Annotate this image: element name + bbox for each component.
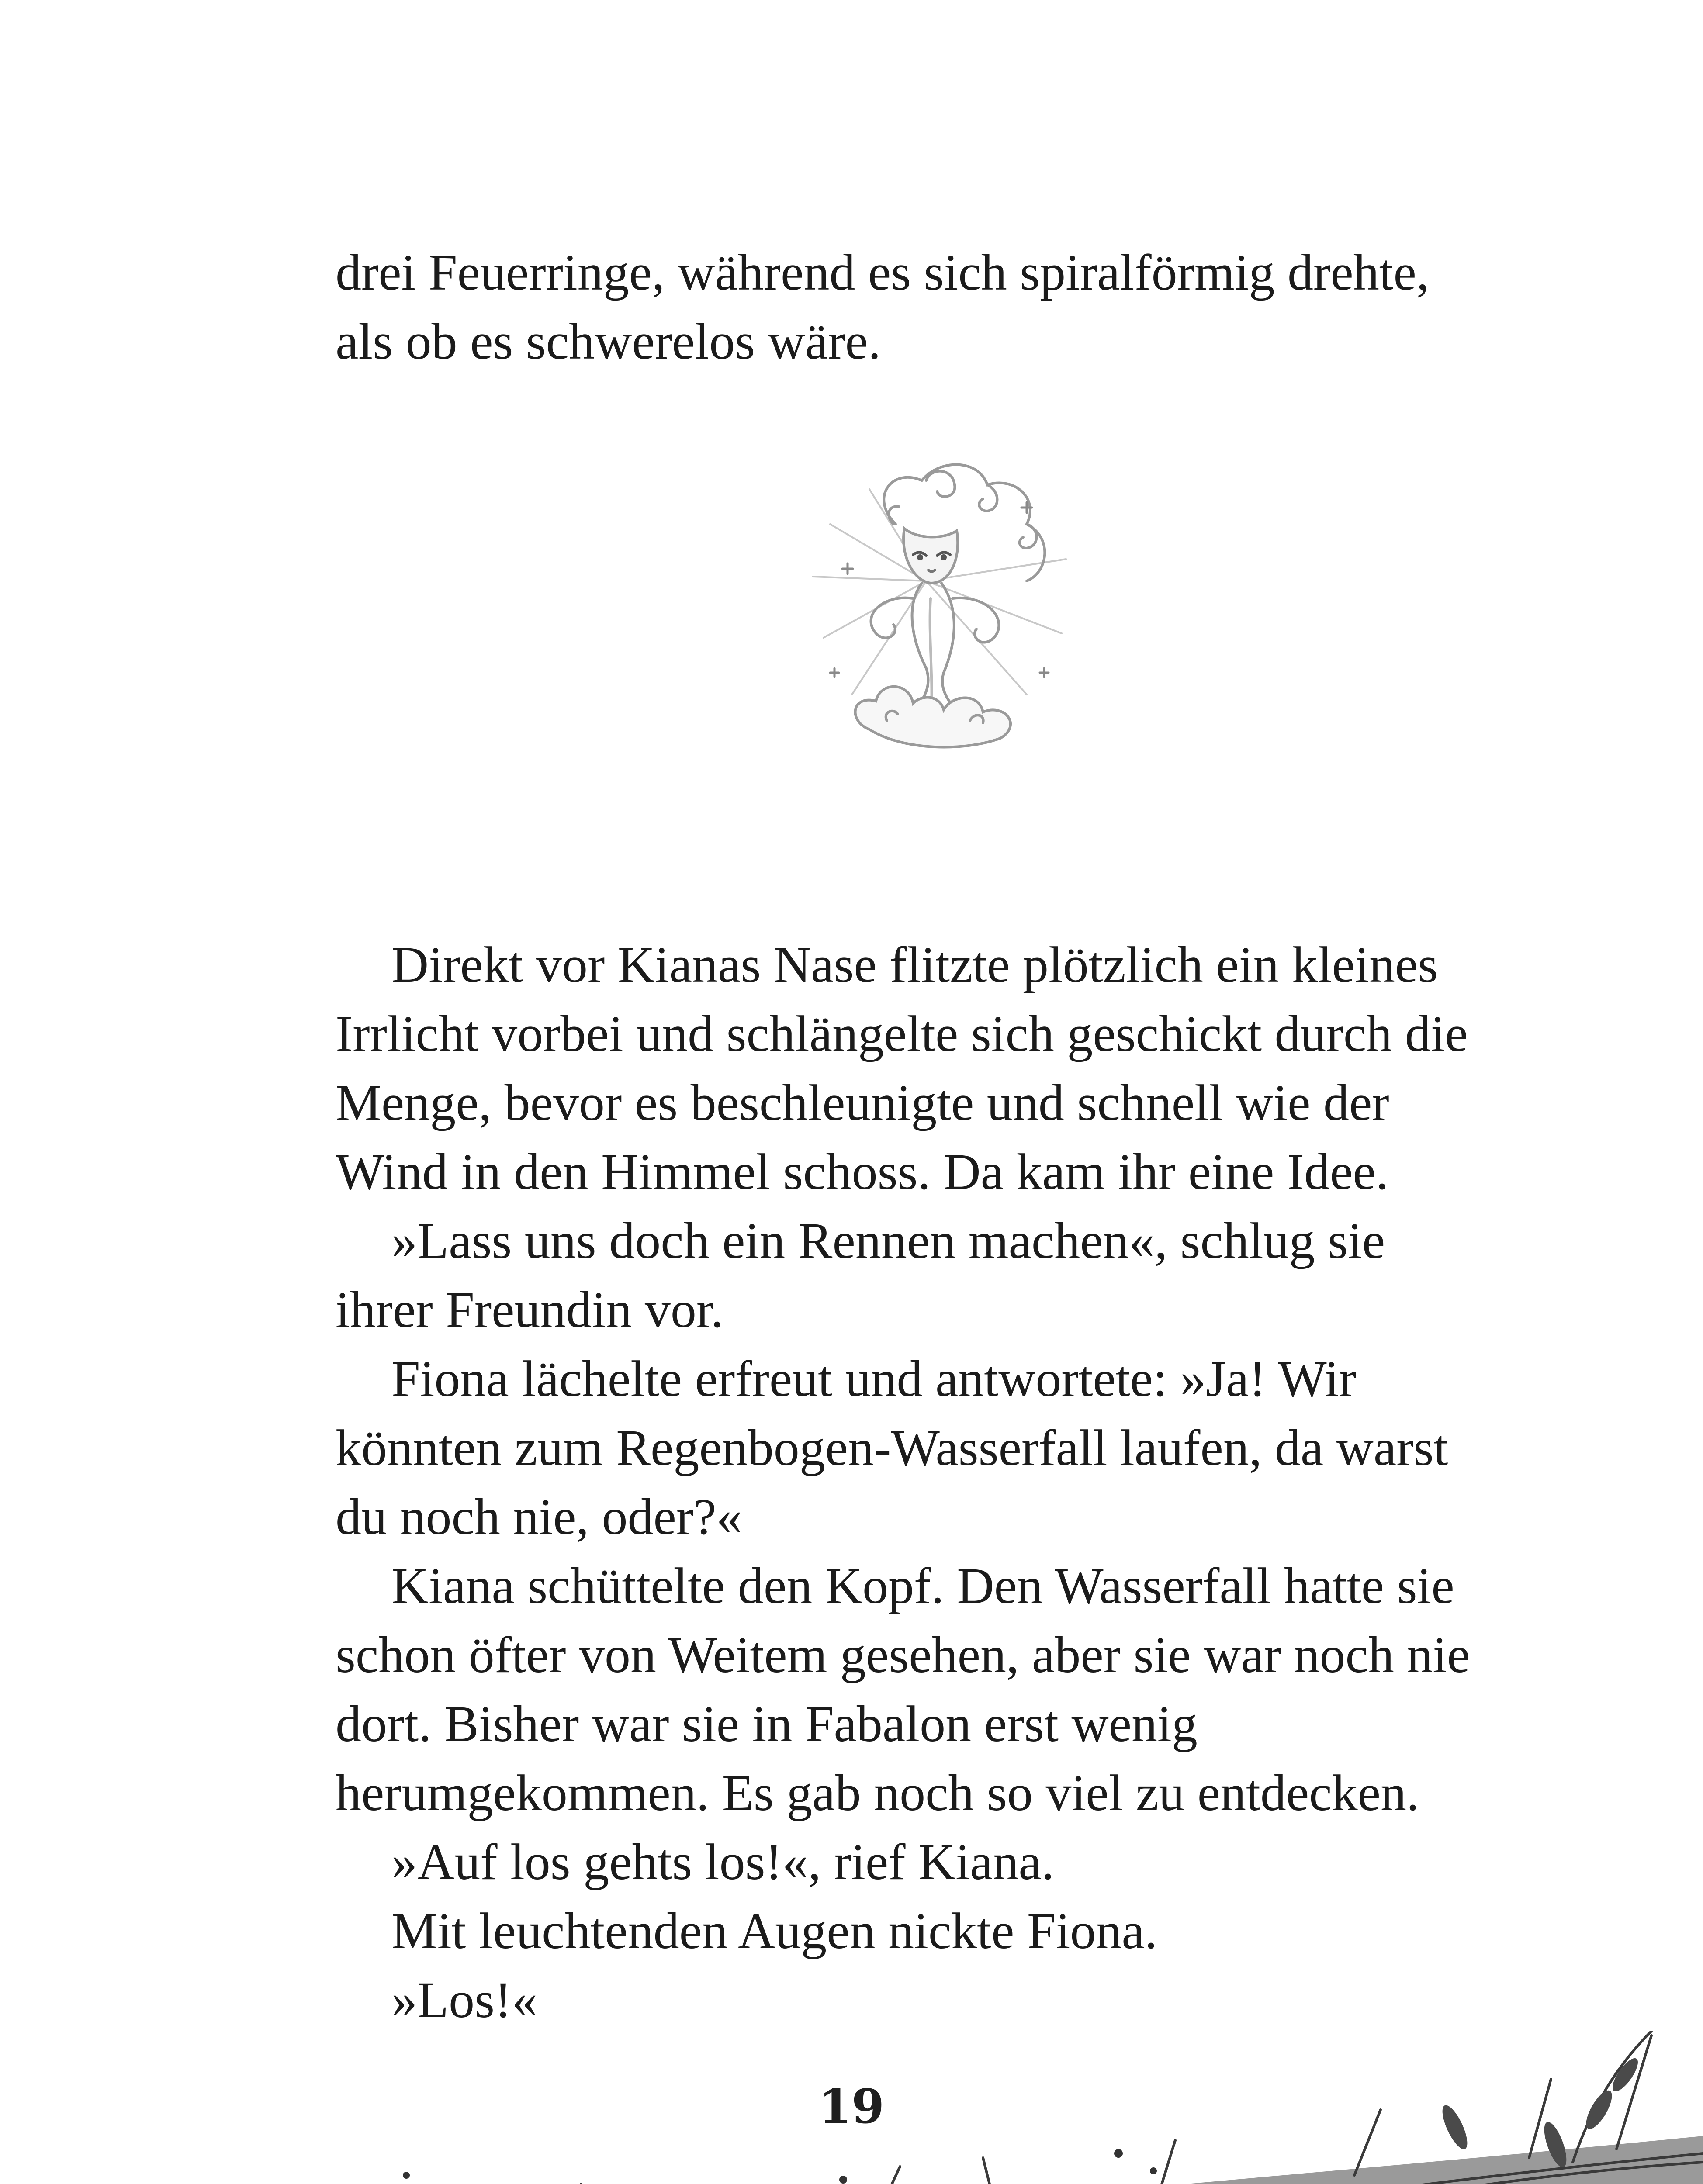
grass-path-illustration [0, 2031, 1703, 2184]
paragraph: Fiona lächelte erfreut und antwortete: »Ja! Wir könnten zum Regenbogen-Wasserfall laufen, da warst du noch nie, oder?« [336, 1350, 1448, 1545]
paragraph: Mit leuchtenden Augen nickte Fiona. [391, 1902, 1158, 1959]
paragraph: »Los!« [391, 1971, 538, 2028]
paragraph: »Lass uns doch ein Rennen machen«, schlug sie ihrer Freundin vor. [336, 1212, 1385, 1338]
paragraph: »Auf los gehts los!«, rief Kiana. [391, 1833, 1055, 1890]
paragraph: drei Feuerringe, während es sich spiralförmig drehte, als ob es schwerelos wäre. [336, 244, 1430, 370]
paragraph: Kiana schüttelte den Kopf. Den Wasserfall hatte sie schon öfter von Weitem gesehen, aber sie war noch nie dort. Bisher war sie in Fabalon erst wenig herumgekommen. Es gab noch so viel zu entdecken. [336, 1557, 1470, 1821]
page-number: 19 [818, 2079, 885, 2134]
text-block-main [336, 930, 1489, 2035]
paragraph: Direkt vor Kianas Nase flitzte plötzlich ein kleines Irrlicht vorbei und schlängelte sich geschickt durch die Menge, bevor es beschleunigte und schnell wie der Wind in den Himmel schoss. Da kam ihr eine Idee. [336, 936, 1468, 1200]
wisp-spirit-illustration [782, 450, 1088, 782]
text-block-top [336, 238, 1489, 376]
